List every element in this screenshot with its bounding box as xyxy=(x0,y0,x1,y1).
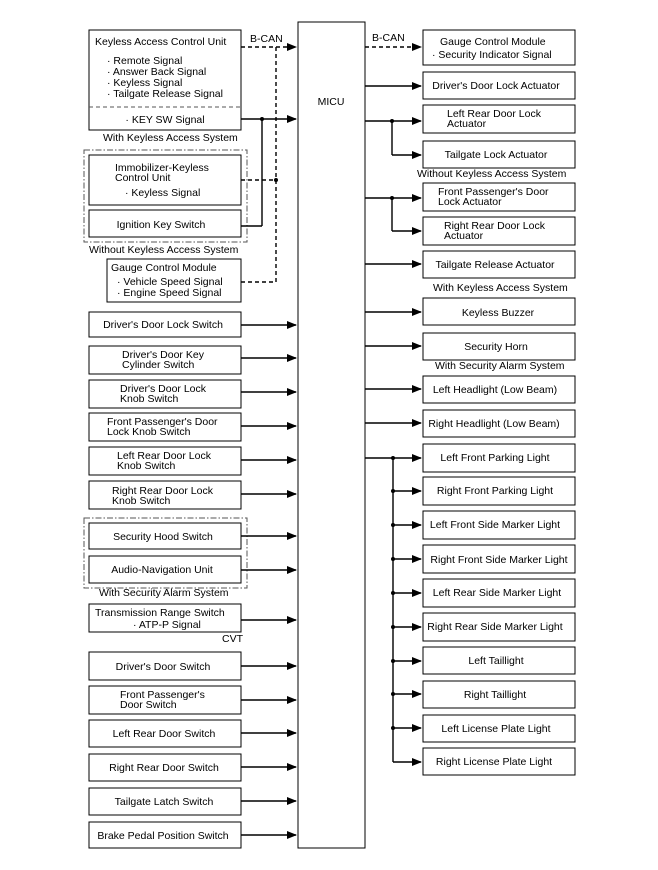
switch-label: Lock Knob Switch xyxy=(107,426,191,438)
without-keyless-caption-left: Without Keyless Access System xyxy=(89,244,239,256)
switch-label: Knob Switch xyxy=(117,460,176,472)
junction-dot xyxy=(391,625,395,629)
door-switch-label: Door Switch xyxy=(120,699,177,711)
junction-dot xyxy=(391,659,395,663)
switch-label: Driver's Door Lock xyxy=(120,383,207,395)
switch-label: Knob Switch xyxy=(112,495,171,507)
switch-label: Cylinder Switch xyxy=(122,359,195,371)
keyless-unit-title: Keyless Access Control Unit xyxy=(95,36,227,48)
actuator-label: Actuator xyxy=(444,230,484,242)
junction-dot xyxy=(391,489,395,493)
keyless-unit-signal: · Tailgate Release Signal xyxy=(107,88,223,100)
b-can-label-left: B-CAN xyxy=(250,33,283,45)
gauge-right-signal: · Security Indicator Signal xyxy=(432,49,552,61)
key-sw-signal: · KEY SW Signal xyxy=(125,114,205,126)
door-switch-label: Brake Pedal Position Switch xyxy=(97,830,229,842)
gauge-left-signal: · Engine Speed Signal xyxy=(117,287,222,299)
door-switch-label: Front Passenger's xyxy=(120,689,205,701)
switch-label: Driver's Door Key xyxy=(122,349,204,361)
actuator-label: Right Rear Door Lock xyxy=(444,220,545,232)
without-keyless-caption-right: Without Keyless Access System xyxy=(417,168,567,180)
junction-dot xyxy=(391,523,395,527)
light-label: Left License Plate Light xyxy=(441,723,551,735)
door-switch-label: Tailgate Latch Switch xyxy=(114,796,214,808)
switch-label: Left Rear Door Lock xyxy=(117,450,211,462)
with-security-caption-right: With Security Alarm System xyxy=(435,360,565,372)
keyless-buzzer-label: Keyless Buzzer xyxy=(461,307,535,319)
junction-dot xyxy=(390,119,394,123)
security-hood-switch-label: Security Hood Switch xyxy=(113,531,213,543)
switch-label: Front Passenger's Door xyxy=(107,416,218,428)
transmission-title: Transmission Range Switch xyxy=(95,607,225,619)
door-switch-label: Right Rear Door Switch xyxy=(109,762,219,774)
immobilizer-signal: · Keyless Signal xyxy=(125,187,201,199)
switch-label: Driver's Door Lock Switch xyxy=(103,319,223,331)
with-keyless-caption-left: With Keyless Access System xyxy=(103,132,238,144)
light-label: Left Taillight xyxy=(468,655,524,667)
light-label: Right Taillight xyxy=(463,689,527,701)
gauge-left-signal: · Vehicle Speed Signal xyxy=(117,276,223,288)
b-can-label-right: B-CAN xyxy=(372,32,405,44)
door-switch-label: Left Rear Door Switch xyxy=(112,728,216,740)
immobilizer-title: Control Unit xyxy=(115,172,171,184)
cvt-caption: CVT xyxy=(222,633,243,645)
gauge-right-title: Gauge Control Module xyxy=(440,36,546,48)
light-label: Right Rear Side Marker Light xyxy=(427,621,563,633)
actuator-label: Tailgate Release Actuator xyxy=(435,259,555,271)
gauge-left-title: Gauge Control Module xyxy=(111,262,217,274)
junction-dot xyxy=(391,726,395,730)
micu-label: MICU xyxy=(317,96,345,108)
junction-dot xyxy=(390,196,394,200)
ignition-key-switch-label: Ignition Key Switch xyxy=(116,219,206,231)
actuator-label: Lock Actuator xyxy=(438,196,502,208)
keyless-unit-signal: · Remote Signal xyxy=(107,55,183,67)
headlight-label: Left Headlight (Low Beam) xyxy=(432,384,558,396)
light-label: Left Rear Side Marker Light xyxy=(432,587,562,599)
junction-dot xyxy=(391,557,395,561)
switch-label: Knob Switch xyxy=(120,393,179,405)
keyless-unit-signal: · Keyless Signal xyxy=(107,77,183,89)
door-switch-label: Driver's Door Switch xyxy=(115,661,211,673)
junction-dot xyxy=(260,117,264,121)
actuator-label: Driver's Door Lock Actuator xyxy=(432,80,560,92)
light-label: Right Front Side Marker Light xyxy=(430,554,568,566)
actuator-label: Front Passenger's Door xyxy=(438,186,549,198)
with-keyless-caption-right: With Keyless Access System xyxy=(433,282,568,294)
actuator-label: Tailgate Lock Actuator xyxy=(444,149,548,161)
keyless-unit-signal: · Answer Back Signal xyxy=(107,66,207,78)
security-horn-label: Security Horn xyxy=(464,341,528,353)
headlight-label: Right Headlight (Low Beam) xyxy=(428,418,560,430)
actuator-label: Actuator xyxy=(447,118,487,130)
actuator-label: Left Rear Door Lock xyxy=(447,108,541,120)
immobilizer-title: Immobilizer-Keyless xyxy=(115,162,209,174)
with-security-caption-left: With Security Alarm System xyxy=(99,587,229,599)
switch-label: Right Rear Door Lock xyxy=(112,485,213,497)
transmission-signal: · ATP-P Signal xyxy=(133,619,201,631)
junction-dot xyxy=(391,692,395,696)
light-label: Left Front Side Marker Light xyxy=(429,519,561,531)
light-label: Left Front Parking Light xyxy=(440,452,550,464)
audio-navigation-unit-label: Audio-Navigation Unit xyxy=(111,564,213,576)
micu-box xyxy=(298,22,365,848)
junction-dot xyxy=(391,591,395,595)
light-label: Right License Plate Light xyxy=(435,756,553,768)
junction-dot xyxy=(274,178,278,182)
light-label: Right Front Parking Light xyxy=(436,485,554,497)
